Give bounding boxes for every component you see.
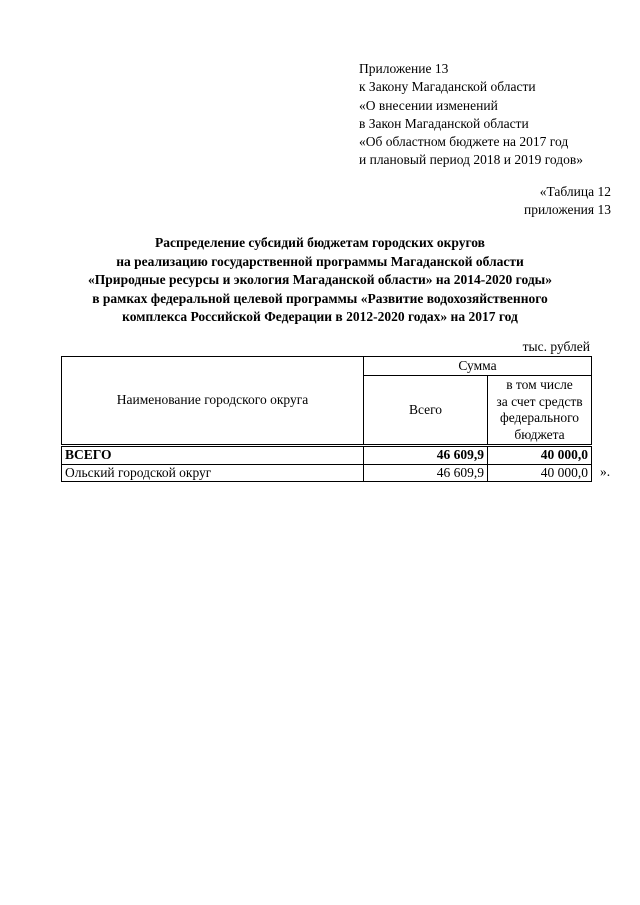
annex-line: в Закон Магаданской области [359, 115, 529, 131]
header-federal-line: бюджета [514, 426, 565, 442]
header-name: Наименование городского округа [62, 357, 364, 446]
title-line: на реализацию государственной программы Магаданской области [116, 253, 524, 269]
header-sum: Сумма [364, 357, 592, 376]
title-line: комплекса Российской Федерации в 2012-2020 годах» на 2017 год [122, 309, 518, 324]
table-reference [524, 183, 611, 220]
total-row-federal: 40 000,0 [488, 446, 592, 465]
total-row-name: ВСЕГО [62, 446, 364, 465]
row-name: Ольский городской округ [62, 464, 364, 482]
subsidy-table [61, 356, 592, 482]
table-row [62, 464, 592, 482]
annex-line: и плановый период 2018 и 2019 годов» [359, 152, 584, 168]
units-label: тыс. рублей [522, 339, 590, 354]
row-federal: 40 000,0 [488, 464, 592, 482]
annex-header [359, 60, 583, 170]
table-reference-line: «Таблица 12 [539, 184, 611, 199]
header-federal-line: за счет средств [496, 393, 583, 409]
header-total: Всего [364, 376, 488, 446]
total-row [62, 446, 592, 465]
total-row-total: 46 609,9 [364, 446, 488, 465]
annex-line: «Об областном бюджете на 2017 год [359, 134, 569, 150]
header-federal-line: федерального [499, 410, 580, 425]
closing-quote: ». [600, 464, 611, 479]
row-total: 46 609,9 [364, 464, 488, 482]
annex-line: к Закону Магаданской области [359, 79, 536, 95]
document-title [40, 234, 600, 327]
annex-line: «О внесении изменений [359, 97, 498, 113]
title-line: в рамках федеральной целевой программы «Развитие водохозяйственного [92, 290, 548, 306]
title-line: «Природные ресурсы и экология Магаданской области» на 2014-2020 годы» [88, 272, 552, 287]
annex-line: Приложение 13 [359, 61, 449, 76]
title-line: Распределение субсидий бюджетам городских округов [155, 235, 485, 250]
table-reference-line: приложения 13 [523, 202, 611, 218]
header-federal-line: в том числе [506, 377, 573, 392]
header-federal [488, 376, 592, 446]
